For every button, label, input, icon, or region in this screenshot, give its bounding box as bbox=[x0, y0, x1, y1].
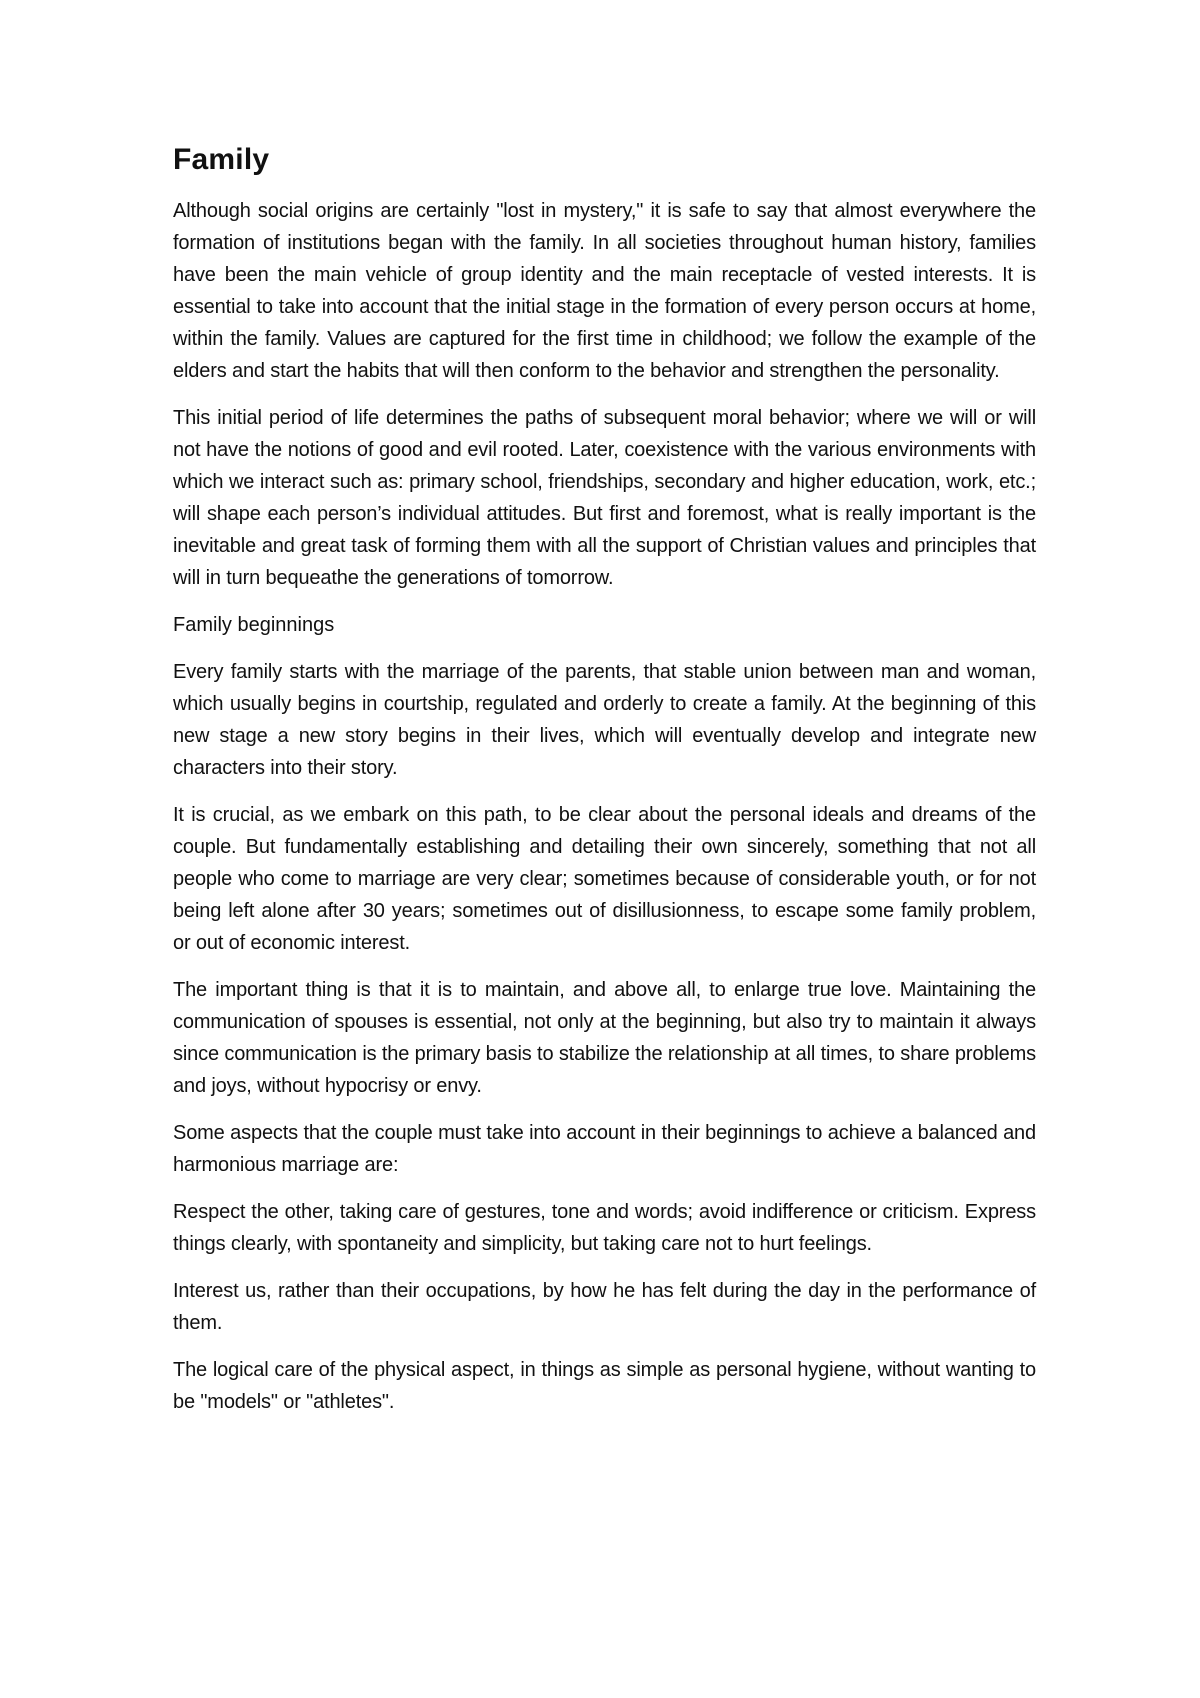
paragraph-ideals: It is crucial, as we embark on this path, to be clear about the personal ideals and dreams of the couple. But fundamentally establishing and detailing their own sincerely, something that not all people who come to marriage are very clear; sometimes because of considerable youth, or for not being left alone after 30 years; sometimes out of disillusionness, to escape some family problem, or out of economic interest. bbox=[173, 804, 1036, 954]
section-heading-family-beginnings: Family beginnings bbox=[173, 614, 335, 636]
page-title: Family bbox=[173, 143, 270, 176]
paragraph-physical-care: The logical care of the physical aspect, in things as simple as personal hygiene, without wanting to be "models" or "athletes". bbox=[173, 1359, 1036, 1413]
paragraph-marriage: Every family starts with the marriage of the parents, that stable union between man and woman, which usually begins in courtship, regulated and orderly to create a family. At the beginning of this new stage a new story begins in their lives, which will eventually develop and integrate new characters into their story. bbox=[173, 661, 1036, 779]
paragraph-true-love: The important thing is that it is to maintain, and above all, to enlarge true love. Maintaining the communication of spouses is essential, not only at the beginning, but also try to maintain it always since communication is the primary basis to stabilize the relationship at all times, to share problems and joys, without hypocrisy or envy. bbox=[173, 979, 1036, 1097]
paragraph-initial-period: This initial period of life determines the paths of subsequent moral behavior; where we will or will not have the notions of good and evil rooted. Later, coexistence with the various environments with which we interact such as: primary school, friendships, secondary and higher education, work, etc.; will shape each person’s individual attitudes. But first and foremost, what is really important is the inevitable and great task of forming them with all the support of Christian values and principles that will in turn bequeathe the generations of tomorrow. bbox=[173, 407, 1036, 589]
paragraph-intro: Although social origins are certainly "lost in mystery," it is safe to say that almost everywhere the formation of institutions began with the family. In all societies throughout human history, families have been the main vehicle of group identity and the main receptacle of vested interests. It is essential to take into account that the initial stage in the formation of every person occurs at home, within the family. Values are captured for the first time in childhood; we follow the example of the elders and start the habits that will then conform to the behavior and strengthen the personality. bbox=[173, 200, 1036, 382]
paragraph-interest: Interest us, rather than their occupations, by how he has felt during the day in the performance of them. bbox=[173, 1280, 1036, 1334]
paragraph-aspects-intro: Some aspects that the couple must take into account in their beginnings to achieve a balanced and harmonious marriage are: bbox=[173, 1122, 1036, 1176]
document-body bbox=[173, 140, 1036, 1433]
paragraph-respect: Respect the other, taking care of gestures, tone and words; avoid indifference or criticism. Express things clearly, with spontaneity and simplicity, but taking care not to hurt feelings. bbox=[173, 1201, 1036, 1255]
